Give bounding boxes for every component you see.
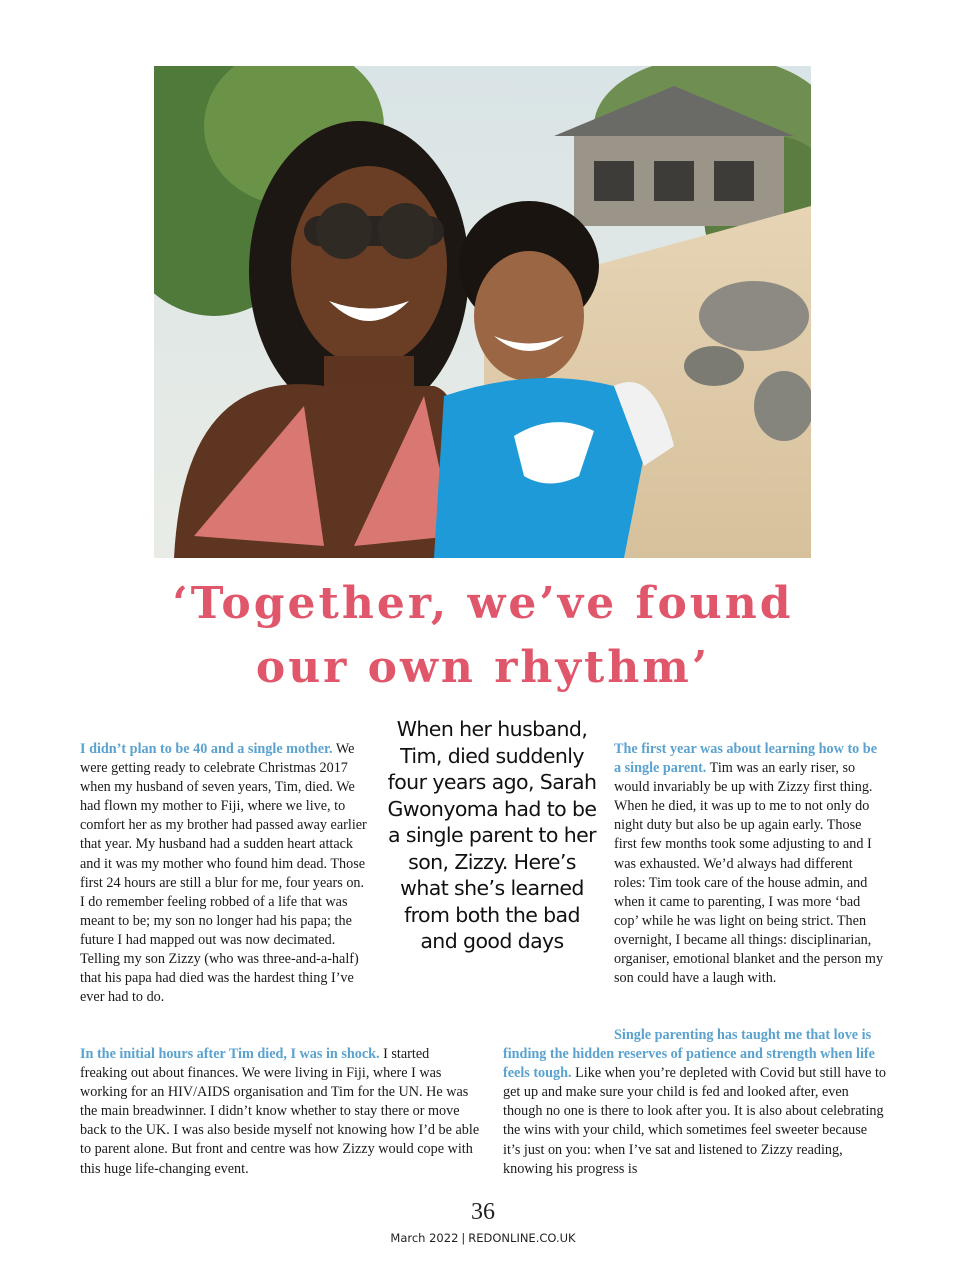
bottom-right-lead: Single parenting has taught me that love is finding the hidden reserves of patience and strength when life feels tough. xyxy=(503,1027,875,1082)
headline-line-2: our own rhythm’ xyxy=(255,642,711,693)
bottom-left-text: I started freaking out about finances. We were living in Fiji, where I was working for an HIV/AIDS organisation and Tim for the UN. He was the main breadwinner. I didn’t know whether to stay there or move back to the UK. I was also beside myself not knowing how I’d be able to parent alone. But front and centre was how Zizzy would cope with this huge life-changing event. xyxy=(80,1046,480,1177)
footer-separator: | xyxy=(461,1231,466,1245)
right-column-text: Tim was an early riser, so would invariably be up with Zizzy first thing. When he died, it was up to me to not only do night duty but also be up again early. Those first few months took some adjusting to and I was exhausted. We’d always had different roles: Tim took care of the house admin, and when it came to parenting, I was more ‘bad cop’ while he was light on being strict. Then overnight, I became all things: disciplinarian, organiser, emotional blanket and the person my son could have a laugh with. xyxy=(614,760,884,987)
article-headline xyxy=(120,572,846,700)
bottom-right-paragraph xyxy=(503,1026,886,1179)
issue-date: March 2022 xyxy=(390,1231,459,1245)
bottom-left-paragraph xyxy=(80,1045,480,1179)
page-number: 36 xyxy=(471,1199,495,1225)
headline-line-1: ‘Together, we’ve found xyxy=(172,578,794,629)
standfirst: When her husband, Tim, died suddenly four years ago, Sarah Gwonyoma had to be a single parent to her son, Zizzy. Here’s what she’s learned from both the bad and good days xyxy=(387,717,597,953)
left-column-text: We were getting ready to celebrate Christmas 2017 when my husband of seven years, Tim, died. We had flown my mother to Fiji, where we live, to comfort her as my brother had passed away earlier that year. My husband had a sudden heart attack and it was my mother who found him dead. Those first 24 hours are still a blur for me, four years on. I do remember feeling robbed of a life that was meant to be; my son no longer had his papa; the future I had mapped out was now decimated. Telling my son Zizzy (who was three-and-a-half) that his papa had died was the hardest thing I’ve ever had to do. xyxy=(80,741,367,1006)
page-footer xyxy=(0,1231,966,1245)
hero-photo xyxy=(154,66,811,558)
bottom-right-text: Like when you’re depleted with Covid but still have to get up and make sure your child is fed and looked after, even though no one is there to look after you. It is also about celebrating the wins with your child, which sometimes feel sweeter because it’s just on you: when I’ve sat and listened to Zizzy reading, knowing his progress is xyxy=(503,1065,887,1177)
mother-and-son-beach-photo xyxy=(154,66,811,558)
website-link: REDONLINE.CO.UK xyxy=(468,1231,576,1245)
right-column-lead: The first year was about learning how to be a single parent. xyxy=(614,741,877,777)
bottom-left-lead: In the initial hours after Tim died, I was in shock. xyxy=(80,1046,380,1062)
left-column-lead: I didn’t plan to be 40 and a single mother. xyxy=(80,741,333,757)
right-column xyxy=(614,740,886,988)
left-column xyxy=(80,740,372,1007)
